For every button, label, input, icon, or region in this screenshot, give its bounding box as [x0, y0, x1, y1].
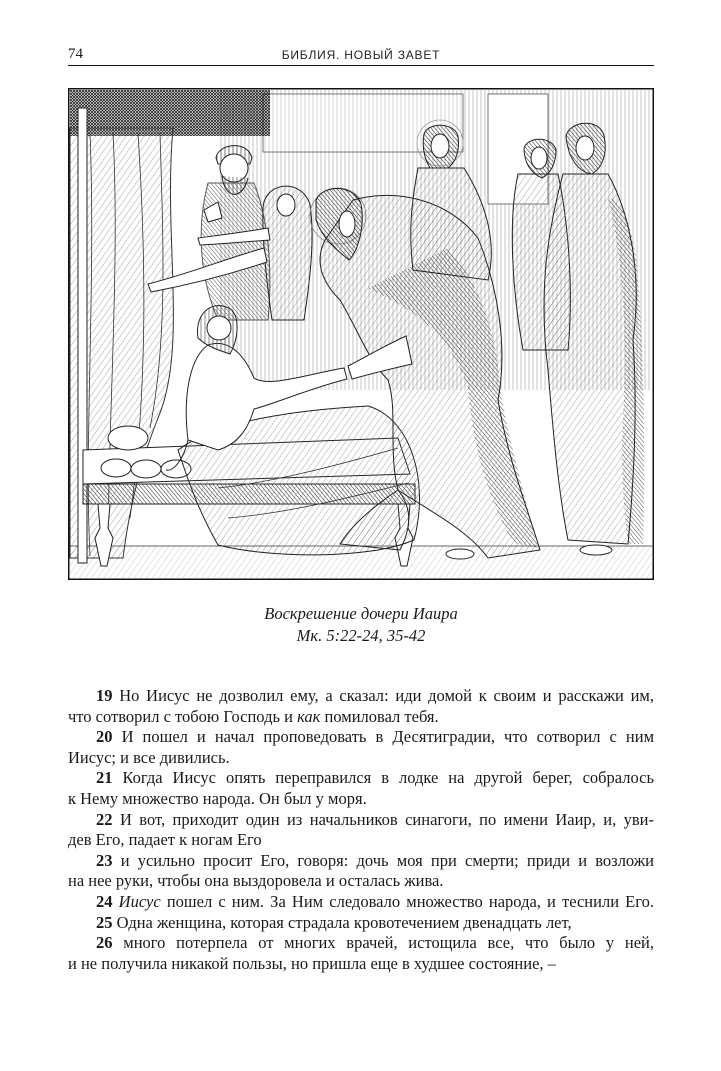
- text-line: [68, 913, 654, 934]
- verse-text: Когда Иисус опять переправился в лодке на другой берег, собралось: [122, 768, 654, 788]
- engraving-illustration: [68, 88, 654, 580]
- text-line: [68, 933, 654, 954]
- verse-text: что сотворил с тобою Господь и: [68, 706, 298, 726]
- verse-21: [68, 768, 654, 809]
- verse-text: на нее руки, чтобы она выздоровела и осталась жива.: [68, 871, 444, 891]
- verse-number: 19: [96, 686, 113, 705]
- verse-text: Но Иисус не дозволил ему, а сказал: иди домой к своим и расскажи им,: [119, 686, 655, 705]
- verse-text: много потерпела от многих врачей, истощила все, что было у ней,: [123, 933, 655, 953]
- text-line: [68, 707, 654, 728]
- scripture-text: [68, 686, 654, 974]
- verse-number: 20: [96, 727, 113, 747]
- verse-text: и усильно просит Его, говоря: дочь моя при смерти; приди и возложи: [120, 850, 655, 870]
- verse-text: и не получила никакой пользы, но пришла еще в худшее состояние, –: [68, 953, 556, 973]
- verse-20: [68, 727, 654, 768]
- verse-text: Иисус; и все дивились.: [68, 747, 230, 767]
- verse-23: [68, 851, 654, 892]
- verse-25: [68, 913, 654, 934]
- verse-number: 24: [96, 891, 113, 911]
- text-line: [68, 830, 654, 851]
- verse-number: 26: [96, 933, 113, 953]
- caption-reference: Мк. 5:22-24, 35-42: [296, 626, 426, 645]
- text-line: [68, 686, 654, 707]
- caption-title: Воскрешение дочери Иаира: [264, 604, 458, 623]
- verse-number: 21: [96, 768, 113, 788]
- verse-text: помиловал тебя.: [320, 706, 439, 726]
- text-line: [68, 892, 654, 913]
- running-title: БИБЛИЯ. НОВЫЙ ЗАВЕТ: [281, 48, 441, 62]
- verse-text: И вот, приходит один из начальников синагоги, по имени Иаир, и, уви-: [119, 809, 654, 829]
- text-line: [68, 871, 654, 892]
- verse-text: И пошел и начал проповедовать в Десятиградии, что сотворил с ним: [121, 727, 655, 747]
- text-line: [68, 851, 654, 872]
- text-line: [68, 954, 654, 975]
- verse-text: пошел с ним. За Ним следовало множество народа, и теснили Его.: [160, 891, 654, 911]
- verse-number: 23: [96, 850, 113, 870]
- verse-19: [68, 686, 654, 727]
- text-line: [68, 810, 654, 831]
- verse-text: дев Его, падает к ногам Его: [68, 830, 262, 850]
- text-line: [68, 789, 654, 810]
- verse-number: 22: [96, 809, 113, 829]
- verse-text-italic: как: [297, 706, 321, 726]
- page-number: 74: [68, 46, 83, 62]
- verse-number: 25: [96, 912, 113, 932]
- header-rule: [68, 65, 654, 66]
- verse-text-italic: Иисус: [118, 891, 161, 911]
- text-line: [68, 768, 654, 789]
- verse-text: к Нему множество народа. Он был у моря.: [68, 788, 367, 808]
- verse-text: Одна женщина, которая страдала кровотечением двенадцать лет,: [116, 912, 572, 932]
- text-line: [68, 748, 654, 769]
- text-line: [68, 727, 654, 748]
- verse-22: [68, 810, 654, 851]
- verse-24: [68, 892, 654, 913]
- illustration-caption: [68, 603, 654, 647]
- verse-26: [68, 933, 654, 974]
